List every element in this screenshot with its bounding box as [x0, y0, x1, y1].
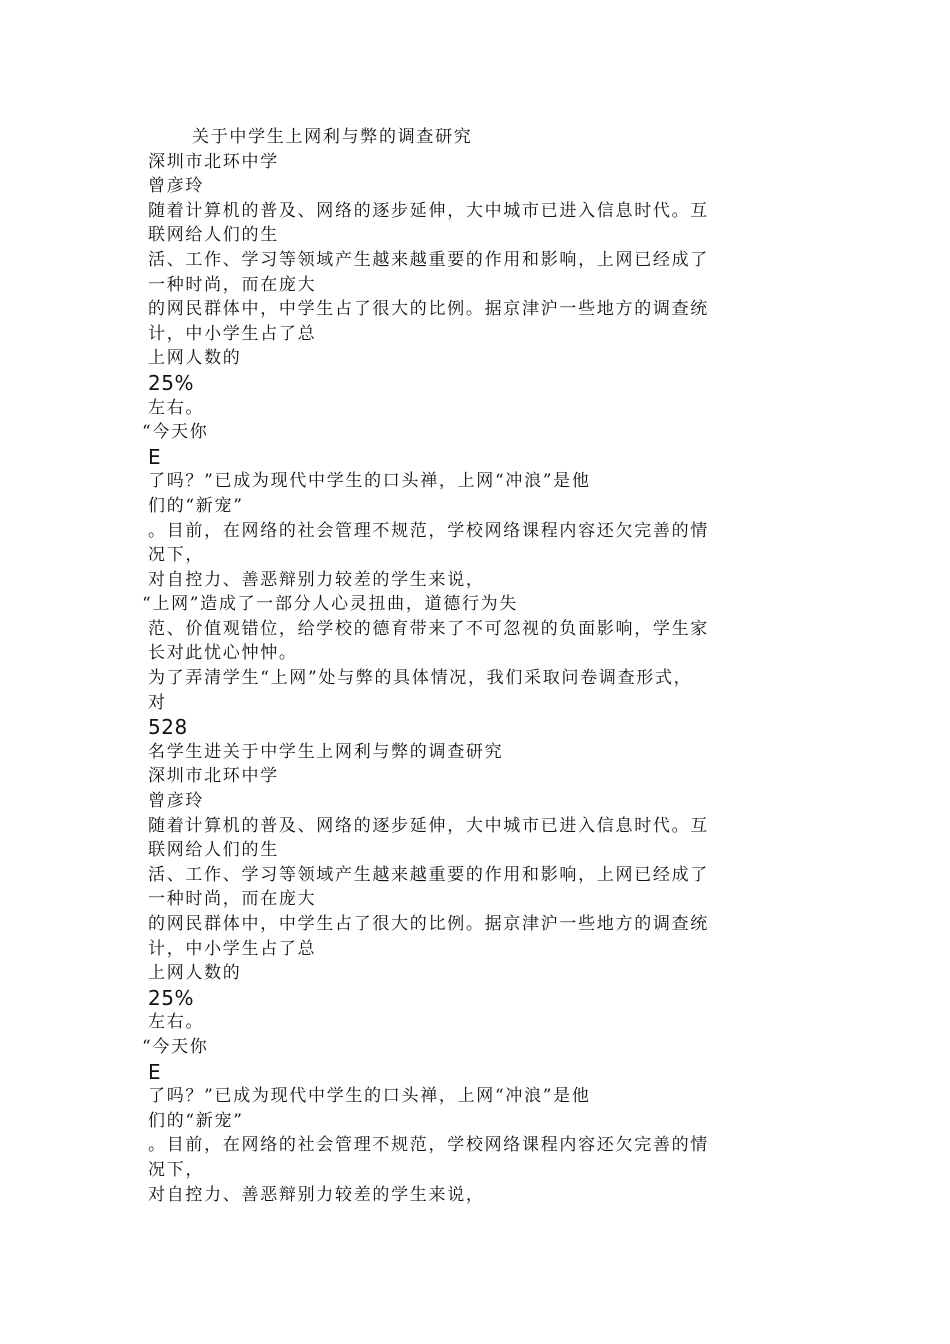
text-line: 活、工作、学习等领域产生越来越重要的作用和影响，上网已经成了	[148, 249, 709, 270]
text-line: 计，中小学生占了总	[148, 938, 317, 959]
text-line: “上网”造成了一部分人心灵扭曲，道德行为失	[142, 594, 519, 615]
text-line: 联网给人们的生	[148, 840, 279, 861]
text-line: 联网给人们的生	[148, 225, 279, 246]
percentage-value: 25%	[148, 985, 194, 1010]
text-line: 。目前，在网络的社会管理不规范，学校网络课程内容还欠完善的情	[148, 1135, 709, 1156]
letter-e: E	[148, 1059, 162, 1084]
text-line: 上网人数的	[148, 348, 242, 369]
text-line: 活、工作、学习等领域产生越来越重要的作用和影响，上网已经成了	[148, 864, 709, 885]
text-line: 范、价值观错位，给学校的德育带来了不可忽视的负面影响，学生家	[148, 618, 709, 639]
student-count: 528	[148, 715, 188, 740]
text-line: 况下，	[148, 1159, 205, 1180]
school-name: 深圳市北环中学	[148, 151, 279, 172]
percentage-value: 25%	[148, 370, 194, 395]
text-line: 们的“新宠”	[148, 1110, 244, 1131]
letter-e: E	[148, 444, 162, 469]
text-line: 了吗？”已成为现代中学生的口头禅，上网“冲浪”是他	[148, 1086, 591, 1107]
text-line: 为了弄清学生“上网”处与弊的具体情况，我们采取问卷调查形式，	[148, 668, 693, 689]
text-line: 名学生进关于中学生上网利与弊的调查研究	[148, 741, 504, 762]
text-line: “今天你	[142, 422, 209, 443]
text-line: 左右。	[148, 1012, 205, 1033]
text-line: “今天你	[142, 1036, 209, 1057]
text-line: 左右。	[148, 397, 205, 418]
text-line: 对	[148, 692, 167, 713]
document-title: 关于中学生上网利与弊的调查研究	[192, 127, 473, 147]
text-line: 一种时尚，而在庞大	[148, 889, 317, 910]
text-line: 。目前，在网络的社会管理不规范，学校网络课程内容还欠完善的情	[148, 520, 709, 541]
author-name: 曾彦玲	[148, 176, 205, 197]
text-line: 们的“新宠”	[148, 495, 244, 516]
text-line: 随着计算机的普及、网络的逐步延伸，大中城市已进入信息时代。互	[148, 200, 709, 221]
document-body	[142, 125, 818, 1207]
text-line: 上网人数的	[148, 963, 242, 984]
text-line: 的网民群体中，中学生占了很大的比例。据京津沪一些地方的调查统	[148, 914, 709, 934]
text-line: 的网民群体中，中学生占了很大的比例。据京津沪一些地方的调查统	[148, 299, 709, 320]
text-line: 对自控力、善恶辩别力较差的学生来说，	[148, 1184, 485, 1205]
text-line: 一种时尚，而在庞大	[148, 274, 317, 295]
text-line: 况下，	[148, 545, 205, 566]
text-line: 了吗？”已成为现代中学生的口头禅，上网“冲浪”是他	[148, 471, 591, 492]
school-name: 深圳市北环中学	[148, 766, 279, 787]
text-line: 长对此忧心忡忡。	[148, 643, 298, 664]
text-line: 计，中小学生占了总	[148, 323, 317, 344]
author-name: 曾彦玲	[148, 791, 205, 812]
text-line: 随着计算机的普及、网络的逐步延伸，大中城市已进入信息时代。互	[148, 815, 709, 836]
text-line: 对自控力、善恶辩别力较差的学生来说，	[148, 569, 485, 590]
